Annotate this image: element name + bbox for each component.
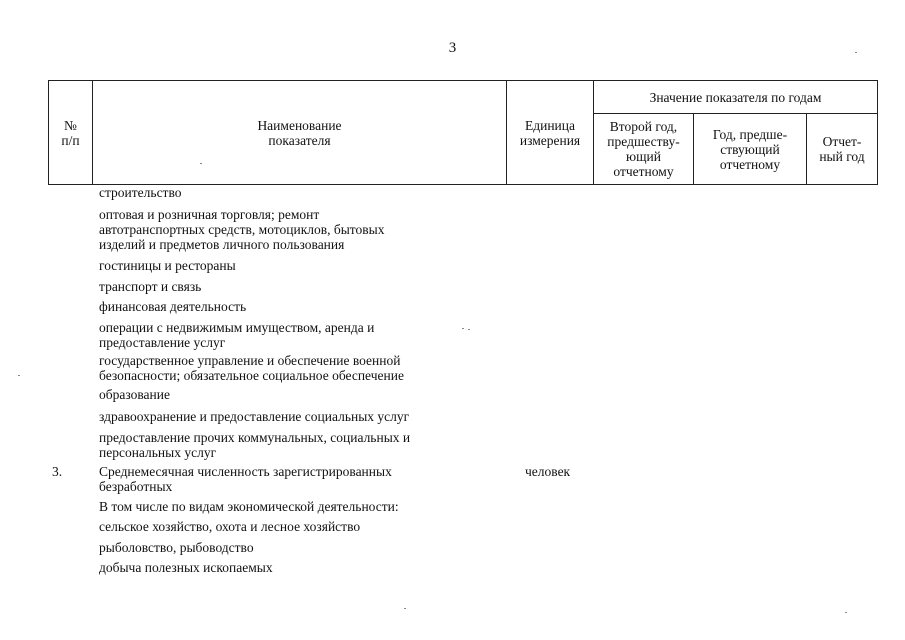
row-name-trade: оптовая и розничная торговля; ремонт автотранспортных средств, мотоциклов, бытовых изделий и предметов личного пользования <box>99 207 385 252</box>
row-name-by-activity-type: В том числе по видам экономической деятельности: <box>99 499 399 514</box>
header-cell-report-year: Отчет- ный год <box>806 113 878 185</box>
row-name-unemployed-count: Среднемесячная численность зарегистрированных безработных <box>99 464 392 494</box>
header-cell-unit: Единица измерения <box>506 80 594 185</box>
row-name-hotels-restaurants: гостиницы и рестораны <box>99 258 236 273</box>
row-name-transport-communication: транспорт и связь <box>99 279 202 294</box>
row-name-financial-activity: финансовая деятельность <box>99 299 247 314</box>
page-number: 3 <box>448 40 457 56</box>
header-cell-indicator-name: Наименование показателя <box>92 80 507 185</box>
scan-speck <box>404 608 406 609</box>
row-name-health-social: здравоохранение и предоставление социальных услуг <box>99 409 410 424</box>
row-name-education: образование <box>99 387 170 402</box>
scan-speck <box>468 329 470 330</box>
scan-speck <box>855 52 857 53</box>
row-number-3: 3. <box>52 464 63 479</box>
row-name-other-services: предоставление прочих коммунальных, социальных и персональных услуг <box>99 430 411 460</box>
scan-speck <box>18 375 20 376</box>
row-name-mining: добыча полезных ископаемых <box>99 560 273 575</box>
header-cell-number: № п/п <box>48 80 93 185</box>
scan-speck <box>200 163 202 164</box>
row-name-public-administration: государственное управление и обеспечение военной безопасности; обязательное социальное обеспечение <box>99 353 404 383</box>
row-name-fishing: рыболовство, рыбоводство <box>99 540 254 555</box>
scan-speck <box>462 328 464 329</box>
scan-speck <box>845 612 847 613</box>
row-name-agriculture: сельское хозяйство, охота и лесное хозяйство <box>99 519 361 534</box>
row-name-construction: строительство <box>99 185 182 200</box>
header-cell-values-by-year: Значение показателя по годам <box>593 80 878 114</box>
row-name-real-estate: операции с недвижимым имуществом, аренда и предоставление услуг <box>99 320 375 350</box>
header-cell-second-year: Второй год, предшеству- ющий отчетному <box>593 113 694 185</box>
header-cell-previous-year: Год, предше- ствующий отчетному <box>693 113 807 185</box>
row-unit-persons: человек <box>525 464 571 479</box>
